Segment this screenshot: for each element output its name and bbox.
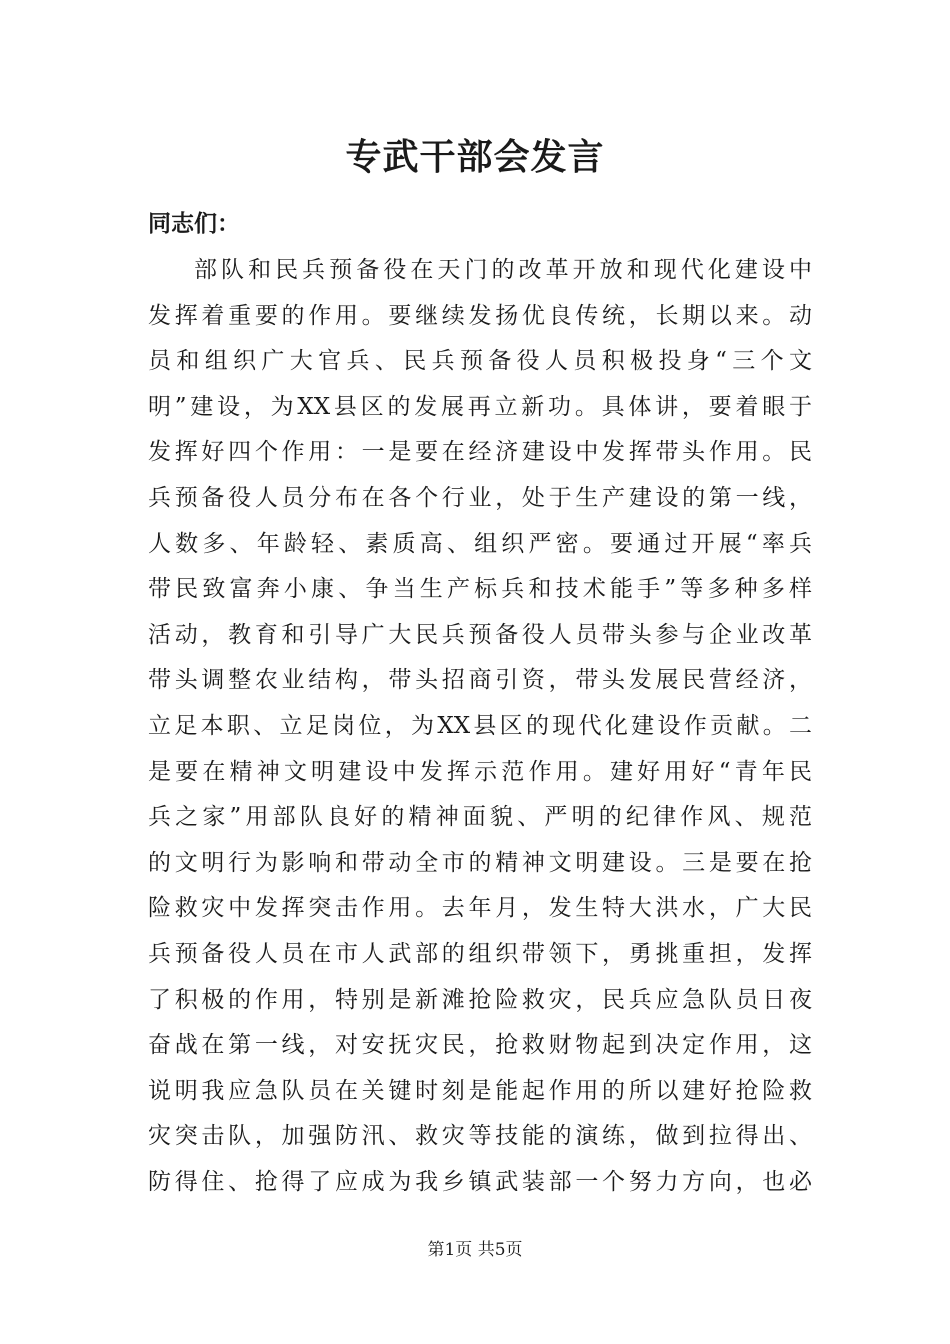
text-line: 带头调整农业结构，带头招商引资，带头发展民营经济， (148, 667, 812, 694)
text-line: 明”建设，为XX县区的发展再立新功。具体讲，要着眼于 (148, 393, 812, 420)
text-line: 人数多、年龄轻、素质高、组织严密。要通过开展“率兵 (148, 530, 812, 557)
text-line: 兵预备役人员在市人武部的组织带领下，勇挑重担，发挥 (148, 940, 812, 967)
text-line: 说明我应急队员在关键时刻是能起作用的所以建好抢险救 (148, 1077, 812, 1104)
body-text (148, 248, 812, 1205)
text-line: 防得住、抢得了应成为我乡镇武装部一个努力方向，也必 (148, 1168, 812, 1195)
text-line: 员和组织广大官兵、民兵预备役人员积极投身“三个文 (148, 348, 812, 375)
text-line: 部队和民兵预备役在天门的改革开放和现代化建设中 (194, 257, 812, 283)
text-line: 兵预备役人员分布在各个行业，处于生产建设的第一线， (148, 484, 812, 511)
text-line: 灾突击队，加强防汛、救灾等技能的演练，做到拉得出、 (148, 1123, 812, 1150)
text-line: 带民致富奔小康、争当生产标兵和技术能手”等多种多样 (148, 576, 812, 603)
text-line: 奋战在第一线，对安抚灾民，抢救财物起到决定作用，这 (148, 1032, 812, 1059)
text-line: 立足本职、立足岗位，为XX县区的现代化建设作贡献。二 (148, 712, 812, 739)
text-line: 活动，教育和引导广大民兵预备役人员带头参与企业改革 (148, 621, 812, 648)
text-line: 发挥好四个作用：一是要在经济建设中发挥带头作用。民 (148, 439, 812, 466)
text-line: 发挥着重要的作用。要继续发扬优良传统，长期以来。动 (148, 302, 812, 329)
text-line: 的文明行为影响和带动全市的精神文明建设。三是要在抢 (148, 849, 812, 876)
text-line: 兵之家”用部队良好的精神面貌、严明的纪律作风、规范 (148, 804, 812, 831)
page-footer: 第1页 共5页 (427, 1240, 523, 1260)
salutation: 同志们： (148, 210, 240, 237)
text-line: 险救灾中发挥突击作用。去年月，发生特大洪水，广大民 (148, 895, 812, 922)
text-line: 了积极的作用，特别是新滩抢险救灾，民兵应急队员日夜 (148, 986, 812, 1013)
text-line: 是要在精神文明建设中发挥示范作用。建好用好“青年民 (148, 758, 812, 785)
document-title: 专武干部会发言 (345, 136, 605, 178)
